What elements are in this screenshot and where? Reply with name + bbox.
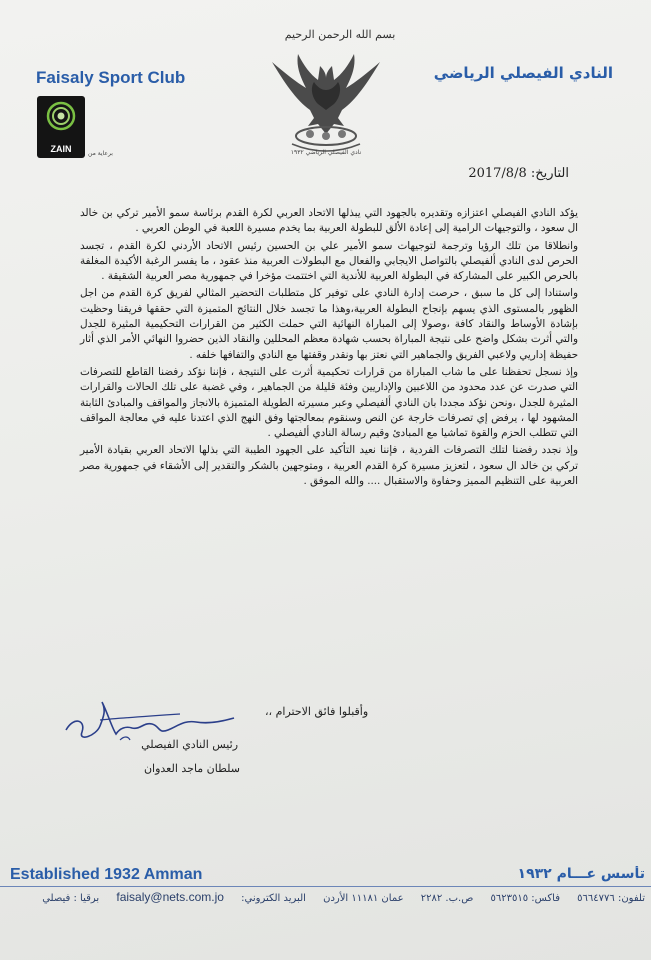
signatory-name: سلطان ماجد العدوان [143, 762, 240, 775]
email-link-ar[interactable]: faisaly@nets.com.jo [116, 890, 224, 904]
email-label-ar: البريد الكتروني: [241, 893, 306, 904]
body-paragraph: وإذ نجدد رفضنا لتلك التصرفات الفردية ، فإننا نعيد التأكيد على الجهود الطيبة التي بذلها الاتحاد العربي بقيادة الأمير تركي بن خالد ال سعود ، لتعزيز مسيرة كرة القدم العربية ، ومتوجهين بالشكر والتقدير إلى الأشقاء في جمهورية مصر العربية على التنظيم المميز وحفاوة والاستقبال .... والله الموفق . [80, 444, 578, 488]
letter-date: التاريخ: 2017/8/8 [468, 166, 569, 181]
sponsor-logo-text: ZAIN [50, 144, 72, 154]
phone-ar: تلفون: ٥٦٦٤٧٧٦ [577, 893, 645, 904]
zip-ar: عمان ١١١٨١ الأردن [323, 893, 404, 904]
cable-ar: برقيا : فيصلي [42, 893, 100, 904]
closing-salutation: وأقبلوا فائق الاحترام ،، [265, 705, 369, 718]
pobox-ar: ص.ب. ٢٢٨٢ [420, 893, 474, 904]
emblem-caption: نادي الفيصلي الرياضي ١٩٣٢ [290, 149, 362, 156]
body-paragraph: وانطلاقا من تلك الرؤيا وترجمة لتوجيهات سمو الأمير علي بن الحسين رئيس الاتحاد الأردني لكرة القدم ، تجسد الحرص لدى النادي ألفيصلي بالتواصل الايجابي والفعال مع البطولات العربية منذ عقود ، ما يفسر الرغبة الأكيدة المغلفة بالحرص الكبير على المشاركة في البطولة العربية للأندية التي اختتمت مؤخرا في جمهورية مصر العربية الشقيقة . [80, 239, 578, 283]
footer-divider [0, 886, 651, 887]
contact-arabic [5, 890, 645, 904]
established-english: Established 1932 Amman [10, 866, 203, 883]
body-paragraph: وإذ نسجل تحفظنا على ما شاب المباراة من قرارات تحكيمية أثرت على النتيجة ، فإننا نؤكد رفضنا القاطع للتصرفات التي صدرت عن عدد محدود من اللاعبين والإداريين وفئة قليلة من الجماهير ، وفي غضبة على تلك الحالات والقرارات المثيرة للجدل ،ونحن نؤكد مجددا بان النادي ألفيصلي وعبر مسيرته الطويلة المتميزة بالانجاز والمواقف والمبادئ الثابتة المشهود لها ، يرفض إي تصرفات خارجة عن النص وسنقوم بمعالجتها وفق النهج الذي اعتدنا عليه في معالجة المواقف التي تتطلب الحزم والقوة تماشيا مع المبادئ وقيم رسالة النادي ألفيصلي . [80, 365, 578, 440]
signatory-title: رئيس النادي الفيصلي [141, 738, 238, 751]
body-paragraph: يؤكد النادي الفيصلي اعتزازه وتقديره بالجهود التي يبذلها الاتحاد العربي لكرة القدم برئاسة سمو الأمير تركي بن خالد ال سعود ، والتوجيهات الرامية إلى إعادة الألق للبطولة العربية بما يخدم مسيرة اللعبة في الوطن العربي . [80, 207, 578, 235]
fax-ar: فاكس: ٥٦٢٣٥١٥ [490, 893, 560, 904]
sponsor-note: برعاية من [88, 150, 113, 157]
club-name-english: Faisaly Sport Club [36, 68, 186, 87]
club-eagle-emblem-icon [262, 48, 390, 160]
bismillah-heading: بسم الله الرحمن الرحيم [284, 28, 396, 41]
club-name-arabic: النادي الفيصلي الرياضي [433, 64, 613, 82]
letter-body [80, 206, 578, 491]
zain-swirl-icon [37, 96, 85, 138]
sponsor-logo [37, 96, 85, 158]
body-paragraph: واستنادا إلى كل ما سبق ، حرصت إدارة النادي على توفير كل متطلبات التحضير المثالي لفريق كرة القدم من اجل الظهور بالمستوى الذي يسهم بإنجاح البطولة العربية،وهذا ما تجسد خلال النتائج المتميزة التي حققها فريقنا وحظيت بإشادة الأوساط والنقاد كافة ،وصولا إلى المباراة النهائية التي حملت الكثير من القرارات التحكيمية المثيرة للجدل والتي أثرت بشكل واضح على نتيجة المباراة بحسب شهادة معظم المحللين والنقاد الذين حضروا النهائي الأمر الذي أثار حفيظة إداريي ولاعبي الفريق والجماهير التي نعتز بها ونقدر وقفتها مع النادي والتفافها خلفه . [80, 287, 578, 361]
established-arabic: تأسس عـــام ١٩٣٢ [517, 866, 645, 882]
